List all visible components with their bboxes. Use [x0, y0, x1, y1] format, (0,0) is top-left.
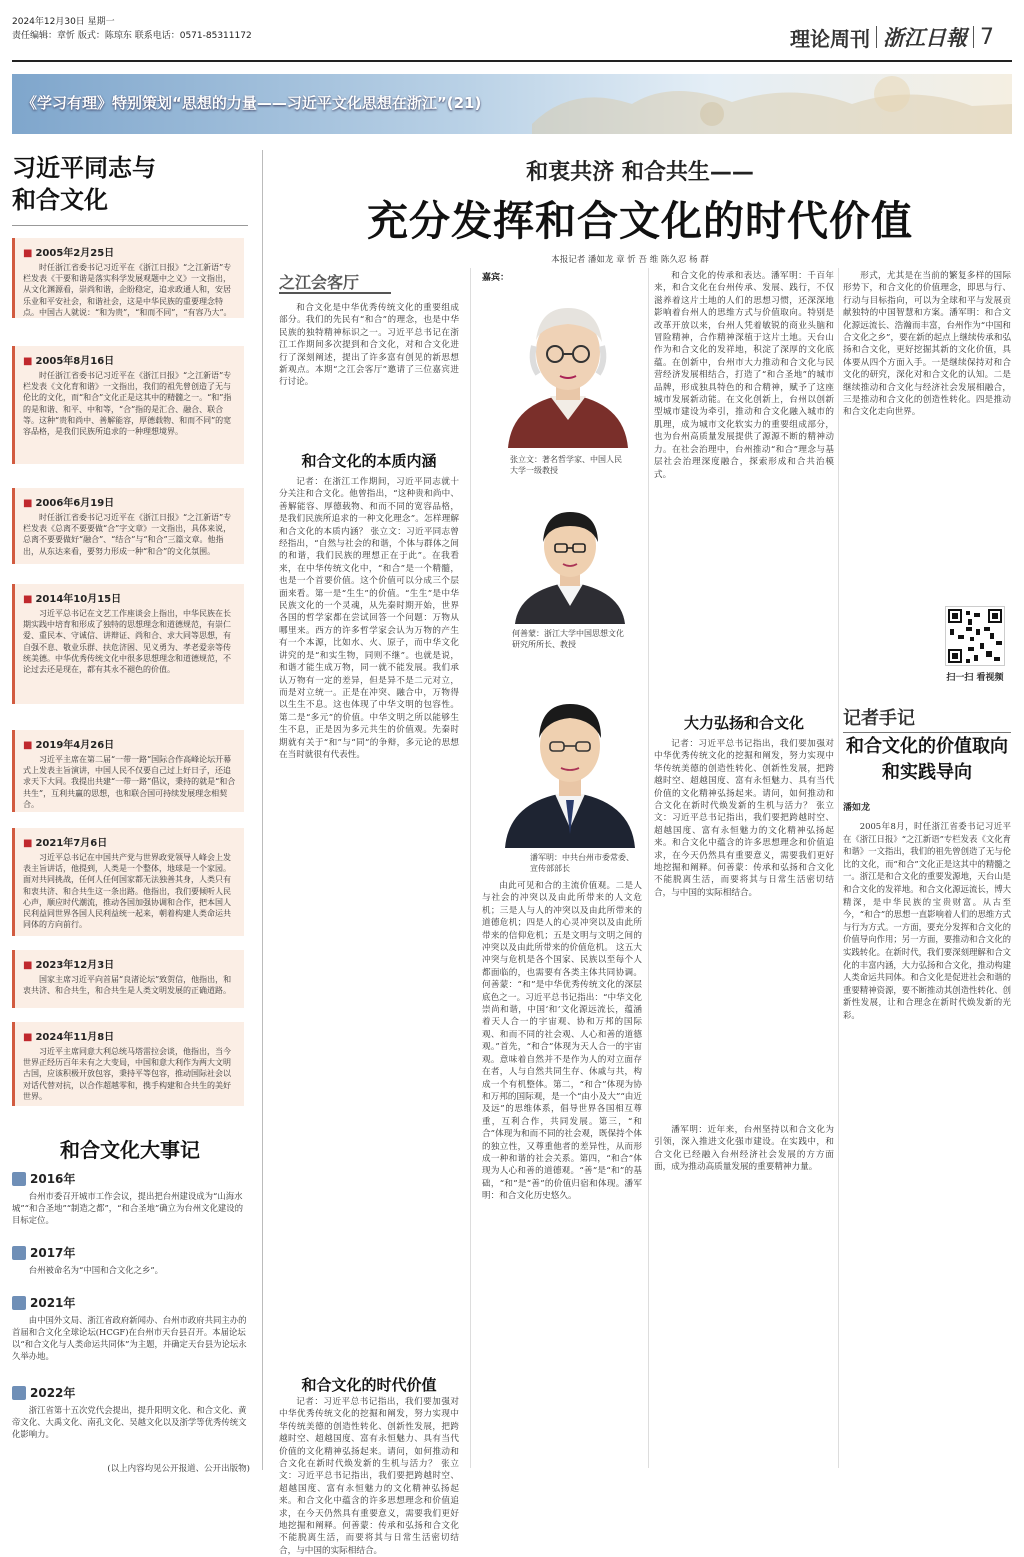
event-date: ■ 2024年11月8日 — [23, 1028, 238, 1043]
qr-code-icon — [946, 607, 1004, 665]
masthead-rule — [12, 60, 1012, 62]
editor-line: 责任编辑：章忻 版式：陈琼东 联系电话：0571-85311172 — [12, 31, 252, 41]
event-date: ■ 2014年10月15日 — [23, 590, 238, 605]
section-heading: 大力弘扬和合文化 — [683, 714, 804, 732]
sidebar-title-rule — [12, 225, 248, 226]
event-card — [12, 346, 244, 464]
note-body: 2005年8月，时任浙江省委书记习近平在《浙江日报》“之江新语”专栏发表《文化育和谐》一文指出，我们的祖先曾创造了无与伦比的文化，而“和合”文化正是这其中的精髓之一。浙江是和合文化的重要发源地，天台山是和合文化的发祥地。和合文化源远流长，博大精深，是中华民族的宝贵财富。从古至今，“和合”的思想一直影响着人们的思维方式与行为方式。一方面，要充分发挥和合文化的价值导向作用；另一方面，要推动和合文化的实践转化。在新时代，我们要深刻理解和合文化的丰富内涵，大力弘扬和合文化，推动构建人类命运共同体。和合文化是促进社会和谐的重要精神资源，要不断推动其创造性转化、创新性发展，让和合理念在新时代焕发新的光彩。 — [843, 821, 1011, 1020]
guest-caption: 张立文：著名哲学家、中国人民大学一级教授 — [510, 455, 622, 475]
timeline-year-marker — [12, 1172, 26, 1186]
event-text: 习近平总书记在文艺工作座谈会上指出，中华民族在长期实践中培育和形成了独特的思想理念和道德规范，有崇仁爱、重民本、守诚信、讲辩证、尚和合、求大同等思想，有自强不息、敬业乐群、扶危济困、见义勇为、孝老爱亲等传统美德。中华优秀传统文化中很多思想理念和道德规范，不论过去还是现在，都有其永不褪色的价值。 — [23, 609, 231, 675]
intro-text: 和合文化是中华优秀传统文化的重要组成部分。我们的先民有“和合”的理念，也是中华民族的独特精神标识之一。习近平总书记在浙江工作期间多次提到和合文化，对和合文化进行了深刻阐述，提出了许多富有创见的新思想新观点。本期“之江会客厅”邀请了三位嘉宾进行讨论。 — [279, 303, 459, 388]
event-date: ■ 2005年2月25日 — [23, 244, 238, 259]
timeline-text: 台州被命名为“中国和合文化之乡”。 — [28, 1265, 163, 1275]
sidebar-divider — [262, 150, 263, 1470]
timeline-text: 台州市委召开城市工作会议，提出把台州建设成为“山海水城”“和合圣地”“制造之都”，“和合圣地”确立为台州文化建设的目标定位。 — [12, 1191, 243, 1225]
article-body-col1-end: 记者：习近平总书记指出，我们要加强对中华优秀传统文化的挖掘和阐发，努力实现中华传统美德的创造性转化、创新性发展，把跨越时空、超越国度、富有永恒魅力、具有当代价值的文化精神弘扬起来。请问，如何推动和合文化在新时代焕发新的生机与活力？ 张立文：习近平总书记指出，我们要把跨越时空、超越国度、富有永恒魅力的文化精神弘扬起来。和合文化中蕴含的许多思想理念和价值追求，在今天仍然具有重要意义，需要我们更好地挖掘和阐释。何善蒙：传承和弘扬和合文化不能脱离生活，而要将其与日常生活密切结合，与中国的实际相结合。 — [279, 1397, 459, 1556]
event-date: ■ 2005年8月16日 — [23, 352, 238, 367]
event-card — [12, 828, 244, 936]
paper-logo: 浙江日報 — [883, 25, 967, 50]
article-kicker: 和衷共济 和合共生—— — [526, 160, 754, 185]
timeline-item — [12, 1294, 248, 1362]
event-text: 时任浙江省委书记习近平在《浙江日报》“之江新语”专栏发表《干要和谐是落实科学发展观题中之义》一文指出，从文化渊源看，崇尚和谐，企盼稳定，追求政通人和，安居乐业和平安社会，和谐社会，这是中华民族的重要理念特点。中国古人就说：“和为贵”，“和而不同”，“有容乃大”。 — [23, 263, 232, 317]
article-body-col4: 形式，尤其是在当前的繁复多样的国际形势下，和合文化的价值理念，即思与行、行动与目标指向，可以为全球和平与发展贡献独特的中国智慧和方案。潘军明：和合文化源远流长、浩瀚而丰富，台州作为“中国和合文化之乡”，要在新的起点上继续传承和弘扬和合文化，更好挖掘其新的文化价值，具体要从四个方面入手。一是继续保持对和合文化的研究，深化对和合文化的认知。二是继续推动和合文化与经济社会发展相融合，三是推动和合文化的创造性转化。四是推动和合文化走向世界。 — [843, 271, 1011, 418]
guest-caption: 潘军明：中共台州市委常委、宣传部部长 — [530, 853, 634, 873]
note-tag — [843, 704, 1011, 733]
sidebar-title: 习近平同志与和合文化 — [12, 154, 156, 214]
masthead-divider-2 — [973, 26, 974, 48]
column-divider-3 — [838, 268, 839, 1468]
note-tag-label: 记者手记 — [843, 708, 915, 729]
article-body-col2: 由此可见和合的主流价值观。二是人与社会的冲突以及由此所带来的人文危机；三是人与人的冲突以及由此所带来的道德危机；四是人的心灵冲突以及由此所带来的信仰危机；五是文明与文明之间的冲突以及由此所带来的价值危机。 这五大冲突与危机是各个国家、民族以至每个人都面临的，也需要有各类主体共同协调。何善蒙：“和”是中华优秀传统文化的深层底色之一。习近平总书记指出：“中华文化崇尚和谐，中国‘和’文化源远流长，蕴涵着天人合一的宇宙观、协和万邦的国际观、和而不同的社会观、人心和善的道德观。”首先，“和合”体现为天人合一的宇宙观。意味着自然并不是作为人的对立面存在者，人与自然共同生存、休戚与共，构成一个有机整体。第二，“和合”体现为协和万邦的国际观，是一个“由小及大”“由近及远”的思维体系，倡导世界各国相互尊重，互利合作，共同发展。第三，“和合”体现为和而不同的社会观，既保持个体的独立性，又尊重他者的差异性，从而形成一种和谐的社会关系。第四，“和合”体现为人心和善的道德观。“善”是“和”的基础，“和”是“善”的价值归宿和体现。潘军明：和合文化历史悠久。 — [482, 881, 642, 1202]
event-text: 习近平总书记在中国共产党与世界政党领导人峰会上发表主旨讲话，他提到，人类是一个整体，地球是一个家园。面对共同挑战，任何人任何国家都无法独善其身，人类只有和衷共济、和合共生这一条出路。他指出，我们要倾听人民心声，顺应时代潮流，推动各国加强协调和合作，把本国人民利益同世界各国人民利益统一起来，朝着构建人类命运共同体的方向前行。 — [23, 853, 231, 930]
timeline-year — [12, 1170, 248, 1187]
timeline-year-text: 2017年 — [30, 1246, 76, 1260]
guest-portrait-illustration — [495, 688, 645, 848]
event-card — [12, 950, 244, 1008]
event-date: ■ 2019年4月26日 — [23, 736, 238, 751]
guest-portrait-illustration — [505, 498, 635, 624]
section-name: 理论周刊 — [790, 26, 870, 51]
guest-portrait-illustration — [490, 290, 646, 448]
column-divider-2 — [648, 268, 649, 1468]
series-banner — [12, 74, 1012, 134]
timeline-year — [12, 1384, 248, 1401]
column-tag-label: 之江会客厅 — [279, 273, 360, 292]
event-text: 时任浙江省委书记习近平在《浙江日报》“之江新语”专栏发表《文化育和谐》一文指出，我们的祖先曾创造了无与伦比的文化，而“和合”文化正是这其中的精髓之一。“和”指的是和谐、和平、中和等，“合”指的是汇合、融合、联合等。这种“贵和尚中、善解能容，厚德载物、和而不同”的宽容品格，是我们民族所追求的一种理想境界。 — [23, 371, 232, 437]
timeline-text: 由中国外文局、浙江省政府新闻办、台州市政府共同主办的首届和合文化全球论坛(HCGF)在台州市天台县召开。本届论坛以“和合文化与人类命运共同体”为主题，并确定天台县为论坛永久举办地。 — [12, 1315, 247, 1361]
section-heading: 和合文化的本质内涵 — [301, 452, 437, 470]
article-body-col3: 和合文化的传承和表达。潘军明：千百年来，和合文化在台州传承、发展、践行，不仅滋养着这片土地的人们的思想习惯，还深深地影响着台州人的思维方式与价值取向。特别是改革开放以来，台州人凭着敏锐的商业头脑和冒险精神，合作精神深植于这片土地。天台山作为和合文化的发祥地，积淀了深厚的文化底蕴。在创新中，台州市大力推动和合文化与民营经济发展相结合，打造了“和合圣地”的城市品牌，形成独具特色的和合精神，赋予了这座城市发展新动能。在文化创新上，台州以创新型城市建设为牵引，推动和合文化融入城市的肌理，成为城市文化软实力的重要组成部分，也为台州高质量发展提供了源源不断的精神动力。在社会治理中，台州推动“和合”理念与基层社会治理深度融合，探索形成和合共治模式。 — [654, 271, 834, 480]
guest-portrait — [495, 688, 645, 848]
qr-code[interactable] — [945, 606, 1005, 666]
timeline-item — [12, 1170, 248, 1226]
event-card — [12, 1022, 244, 1106]
qr-caption: 扫一扫 看视频 — [946, 673, 1004, 683]
article-byline: 本报记者 潘如龙 章 忻 吾 维 陈久忍 杨 群 — [551, 255, 709, 265]
event-date: ■ 2021年7月6日 — [23, 834, 238, 849]
note-title: 和合文化的价值取向和实践导向 — [846, 736, 1008, 783]
column-tag — [279, 270, 391, 294]
event-card — [12, 584, 244, 704]
article-headline: 充分发挥和合文化的时代价值 — [367, 197, 913, 245]
timeline-year-marker — [12, 1296, 26, 1310]
timeline-year — [12, 1294, 248, 1311]
note-author: 潘如龙 — [843, 803, 871, 813]
section-heading: 和合文化的时代价值 — [301, 1376, 437, 1394]
timeline-year — [12, 1244, 248, 1261]
timeline-text: 浙江省第十五次党代会提出，提升阳明文化、和合文化、黄帝文化、大禹文化、南孔文化、吴越文化以及浙学等优秀传统文化影响力。 — [12, 1405, 247, 1439]
guest-portrait — [505, 498, 635, 624]
timeline-year-text: 2016年 — [30, 1172, 76, 1186]
timeline-footnote: (以上内容均见公开报道、公开出版物) — [107, 1464, 250, 1474]
timeline-year-marker — [12, 1386, 26, 1400]
article-body-col3b: 记者：习近平总书记指出，我们要加强对中华优秀传统文化的挖掘和阐发，努力实现中华传统美德的创造性转化、创新性发展，把跨越时空、超越国度、富有永恒魅力、具有当代价值的文化精神弘扬起来。请问，如何推动和合文化在新时代焕发新的生机与活力？ 张立文：习近平总书记指出，我们要把跨越时空、超越国度、富有永恒魅力的文化精神弘扬起来。和合文化中蕴含的许多思想理念和价值追求，在今天仍然具有重要意义，需要我们更好地挖掘和阐释。何善蒙：传承和弘扬和合文化不能脱离生活，而要将其与日常生活密切结合，与中国的实际相结合。 — [654, 739, 834, 898]
event-text: 时任浙江省委书记习近平在《浙江日报》“之江新语”专栏发表《总离不要要做“合”字文章》一文指出，具体来说，总离不要要做好“融合”、“结合”与“和合”三篇文章。他指出，从东达来看，要努力形成一种“和合”的文化氛围。 — [23, 513, 232, 556]
timeline-year-text: 2021年 — [30, 1296, 76, 1310]
event-text: 国家主席习近平向首届“良渚论坛”致贺信，他指出，和衷共济、和合共生，和合共生是人类文明发展的正确道路。 — [23, 975, 232, 996]
event-card — [12, 238, 244, 318]
event-date: ■ 2006年6月19日 — [23, 494, 238, 509]
event-card — [12, 730, 244, 812]
event-text: 习近平主席在第二届“一带一路”国际合作高峰论坛开幕式上发表主旨演讲，中国人民不仅要自己过上好日子，还追求天下大同。我提出共建“一带一路”倡议，秉持的就是“和合共生”，互利共赢的思想，也和联合国可持续发展理念相契合。 — [23, 755, 236, 809]
masthead-divider — [876, 26, 877, 48]
guest-caption: 何善蒙：浙江大学中国思想文化研究所所长、教授 — [512, 629, 624, 649]
date-line: 2024年12月30日 星期一 — [12, 17, 115, 27]
timeline-item — [12, 1384, 248, 1440]
timeline-year-marker — [12, 1246, 26, 1260]
series-title: 《学习有理》特别策划“思想的力量——习近平文化思想在浙江”(21) — [22, 94, 482, 112]
page-number: 7 — [980, 24, 994, 50]
column-divider-1 — [470, 268, 471, 1468]
event-date: ■ 2023年12月3日 — [23, 956, 238, 971]
event-card — [12, 488, 244, 564]
timeline-title: 和合文化大事记 — [60, 1138, 200, 1162]
article-body-col3c: 潘军明：近年来，台州坚持以和合文化为引领，深入推进文化强市建设。在实践中，和合文化已经融入台州经济社会发展的方方面面，成为推动高质量发展的重要精神力量。 — [654, 1125, 834, 1173]
guests-label: 嘉宾： — [482, 273, 510, 283]
event-text: 习近平主席同意大利总统马塔雷拉会谈，他指出，当今世界正经历百年未有之大变局，中国和意大利作为两大文明古国，应该积极开放包容，秉持平等包容，推动国际社会以对话代替对抗，以合作超越零和，携手构建和合共生的美好世界。 — [23, 1047, 231, 1101]
guest-portrait — [490, 290, 646, 448]
masthead-section — [790, 22, 994, 52]
timeline-year-text: 2022年 — [30, 1386, 76, 1400]
article-body-col1: 记者：在浙江工作期间，习近平同志就十分关注和合文化。他曾指出，“这种贵和尚中、善解能容、厚德载物、和而不同的宽容品格，是我们民族所追求的一种文化理念”。怎样理解和合文化的本质内涵？ 张立文：习近平同志曾经指出，“自然与社会的和谐，个体与群体之间的和谐，我们民族的理想正在于此”。在我看来，在中华传统文化中，“和合”是一个精髓，也是一个首要价值。这个价值可以分成三个层面来看。第一是“生生”的价值。“生生”是中华民族文化的一个灵魂，从先秦时期开始，世界各国的哲学家都在尝试回答一个问题：万物从哪里来。西方的许多哲学家会认为万物的产生有一个本源，比如水、火、原子，而中华文化讲究的是“和实生物，同则不继”。也就是说，和谐才能生成万物，同一就不能发展。我们承认万物有一定的差异，但是异不是二元对立，而是对立统一。正是在冲突、融合中，万物得以生生不息。这也体现了中华文明的包容性。第二是“多元”的价值。中华文明之所以能够生生不息，正是因为多元共生的价值观。先秦时期就有关于“和”与“同”的争辩，多元论的思想在当时就很有代表性。 — [279, 477, 459, 760]
timeline-item — [12, 1244, 248, 1276]
